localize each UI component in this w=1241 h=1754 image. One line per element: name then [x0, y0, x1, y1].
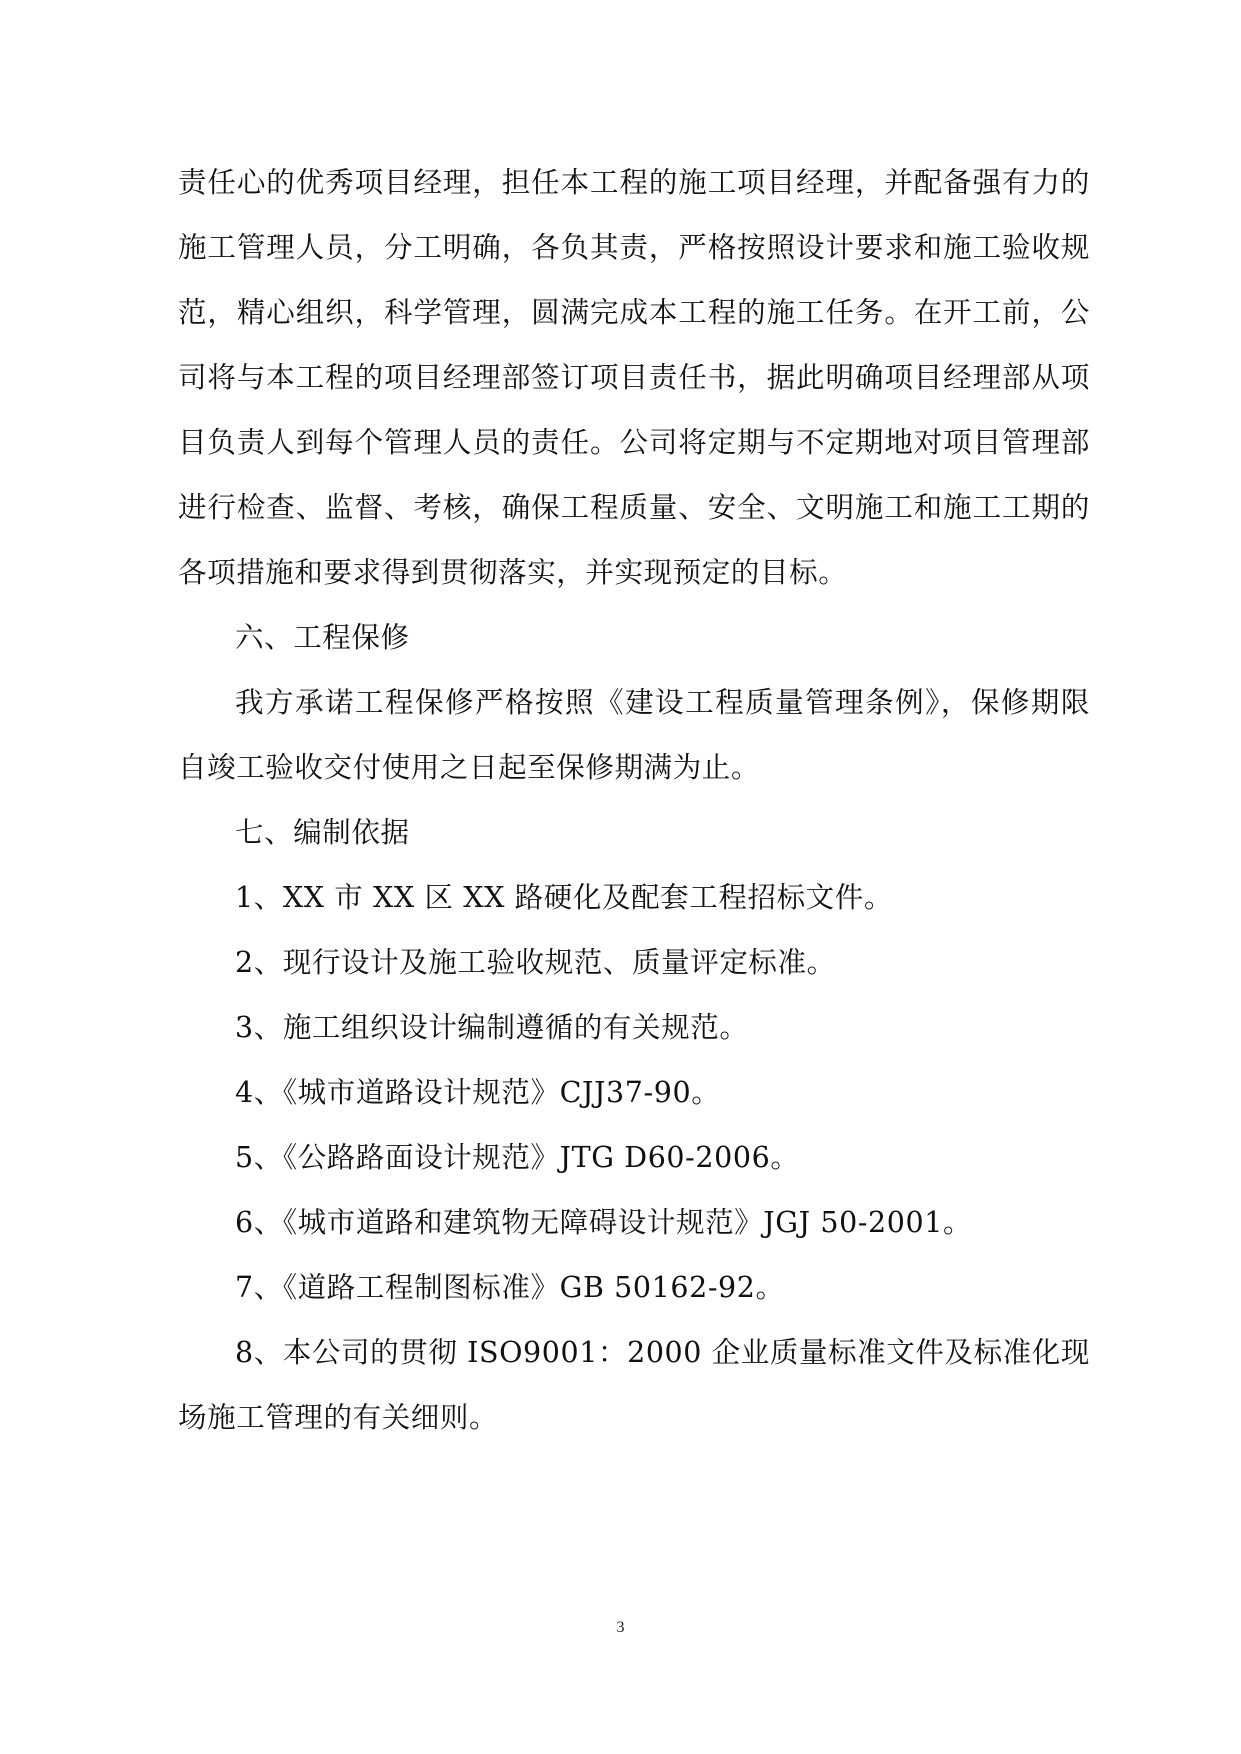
basis-item-5: 5、《公路路面设计规范》JTG D60-2006。	[235, 1141, 800, 1174]
paragraph-warranty: 我方承诺工程保修严格按照《建设工程质量管理条例》，保修期限自竣工验收交付使用之日起至保修期满为止。	[178, 686, 1090, 784]
paragraph-project-management: 责任心的优秀项目经理，担任本工程的施工项目经理，并配备强有力的施工管理人员，分工明确，各负其责，严格按照设计要求和施工验收规范，精心组织，科学管理，圆满完成本工程的施工任务。在开工前，公司将与本工程的项目经理部签订项目责任书，据此明确项目经理部从项目负责人到每个管理人员的责任。公司将定期与不定期地对项目管理部进行检查、监督、考核，确保工程质量、安全、文明施工和施工工期的各项措施和要求得到贯彻落实，并实现预定的目标。	[178, 166, 1090, 589]
page-number: 3	[616, 1619, 625, 1636]
basis-item-8: 8、本公司的贯彻 ISO9001：2000 企业质量标准文件及标准化现场施工管理的有关细则。	[178, 1336, 1090, 1434]
basis-item-7: 7、《道路工程制图标准》GB 50162-92。	[235, 1271, 785, 1304]
basis-item-4: 4、《城市道路设计规范》CJJ37-90。	[235, 1076, 721, 1109]
section-heading-basis: 七、编制依据	[235, 816, 410, 849]
basis-item-1: 1、XX 市 XX 区 XX 路硬化及配套工程招标文件。	[235, 881, 893, 914]
basis-item-2: 2、现行设计及施工验收规范、质量评定标准。	[235, 946, 836, 979]
section-heading-warranty: 六、工程保修	[235, 621, 410, 654]
document-body	[178, 150, 1090, 1450]
basis-item-6: 6、《城市道路和建筑物无障碍设计规范》JGJ 50-2001。	[235, 1206, 973, 1239]
basis-item-3: 3、施工组织设计编制遵循的有关规范。	[235, 1011, 749, 1044]
